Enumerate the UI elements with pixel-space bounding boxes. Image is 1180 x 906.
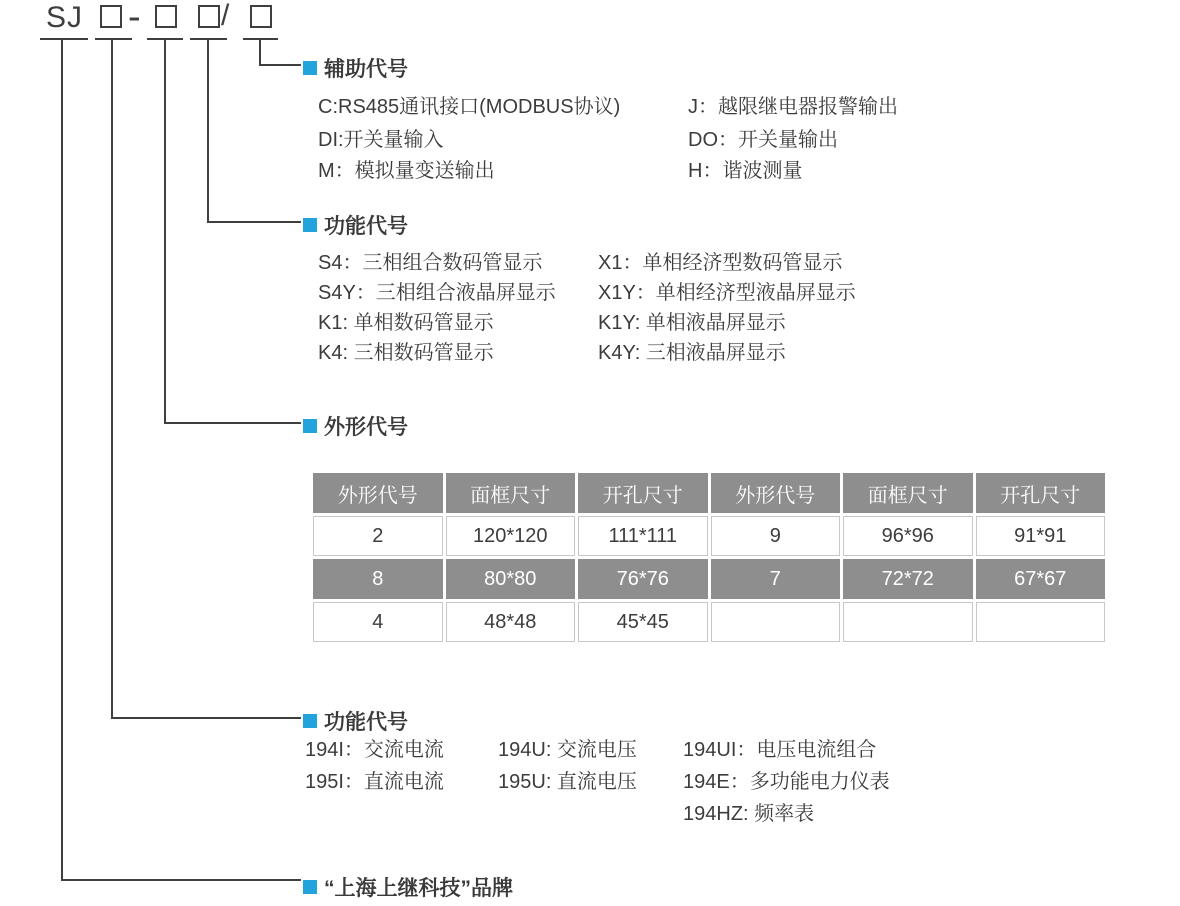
table-header-cell: 外形代号: [711, 473, 841, 513]
table-row: [313, 559, 1105, 599]
section-title-function-code: [303, 706, 408, 736]
aux-code-item: DO：开关量输出: [688, 129, 838, 151]
table-header-cell: 开孔尺寸: [578, 473, 708, 513]
section-title-text: 功能代号: [324, 711, 408, 734]
table-header-cell: 面框尺寸: [446, 473, 576, 513]
table-cell: 72*72: [843, 559, 973, 599]
display-code-item: S4Y：三相组合液晶屏显示: [318, 282, 556, 304]
brand-title-text: “上海上继科技”品牌: [324, 877, 513, 900]
table-cell: 4: [313, 602, 443, 642]
section-title-auxiliary-code: [303, 53, 408, 83]
display-code-item: X1：单相经济型数码管显示: [598, 252, 843, 274]
table-cell: [976, 602, 1106, 642]
slash-separator: /: [221, 0, 230, 32]
table-cell: 7: [711, 559, 841, 599]
display-code-item: K1Y: 单相液晶屏显示: [598, 312, 786, 334]
function-code-item: 194E：多功能电力仪表: [683, 771, 890, 793]
aux-code-item: H：谐波测量: [688, 160, 803, 182]
function-code-item: 194I：交流电流: [305, 739, 444, 761]
table-cell: 91*91: [976, 516, 1106, 556]
model-code-box-1: [100, 5, 122, 28]
section-title-text: 外形代号: [324, 416, 408, 439]
table-cell: 120*120: [446, 516, 576, 556]
table-header-cell: 开孔尺寸: [976, 473, 1106, 513]
model-code-box-4: [250, 5, 272, 28]
model-code-box-2: [155, 5, 177, 28]
table-cell: 8: [313, 559, 443, 599]
shape-code-table: [310, 470, 1108, 645]
table-header-row: [313, 473, 1105, 513]
section-title-shape-code: [303, 411, 408, 441]
aux-code-item: J：越限继电器报警输出: [688, 96, 898, 118]
function-code-item: 195I：直流电流: [305, 771, 444, 793]
aux-code-item: C:RS485通讯接口(MODBUS协议): [318, 96, 621, 118]
table-cell: [711, 602, 841, 642]
brand-line: [303, 872, 513, 902]
display-code-item: K4: 三相数码管显示: [318, 342, 494, 364]
section-title-text: 功能代号: [324, 215, 408, 238]
section-title-display-code: [303, 210, 408, 240]
display-code-item: S4：三相组合数码管显示: [318, 252, 543, 274]
function-code-item: 194U: 交流电压: [498, 739, 637, 761]
blue-square-icon: [303, 714, 317, 728]
model-code-row: [0, 0, 1180, 40]
dash-separator: -: [128, 0, 141, 38]
blue-square-icon: [303, 218, 317, 232]
table-row: [313, 602, 1105, 642]
table-header-cell: 外形代号: [313, 473, 443, 513]
table-cell: 45*45: [578, 602, 708, 642]
table-cell: 76*76: [578, 559, 708, 599]
table-cell: 111*111: [578, 516, 708, 556]
table-cell: 2: [313, 516, 443, 556]
table-header-cell: 面框尺寸: [843, 473, 973, 513]
table-cell: 48*48: [446, 602, 576, 642]
table-cell: 9: [711, 516, 841, 556]
table-row: [313, 516, 1105, 556]
blue-square-icon: [303, 880, 317, 894]
aux-code-item: M：模拟量变送输出: [318, 160, 495, 182]
function-code-item: 194HZ: 频率表: [683, 803, 815, 825]
aux-code-item: DI:开关量输入: [318, 129, 444, 151]
blue-square-icon: [303, 61, 317, 75]
function-code-item: 194UI：电压电流组合: [683, 739, 877, 761]
display-code-item: K4Y: 三相液晶屏显示: [598, 342, 786, 364]
function-code-item: 195U: 直流电压: [498, 771, 637, 793]
display-code-item: X1Y：单相经济型液晶屏显示: [598, 282, 856, 304]
blue-square-icon: [303, 419, 317, 433]
model-prefix: SJ: [46, 1, 84, 34]
display-code-item: K1: 单相数码管显示: [318, 312, 494, 334]
model-code-box-3: [198, 5, 220, 28]
table-cell: 96*96: [843, 516, 973, 556]
section-title-text: 辅助代号: [324, 58, 408, 81]
table-cell: 67*67: [976, 559, 1106, 599]
table-cell: 80*80: [446, 559, 576, 599]
table-cell: [843, 602, 973, 642]
